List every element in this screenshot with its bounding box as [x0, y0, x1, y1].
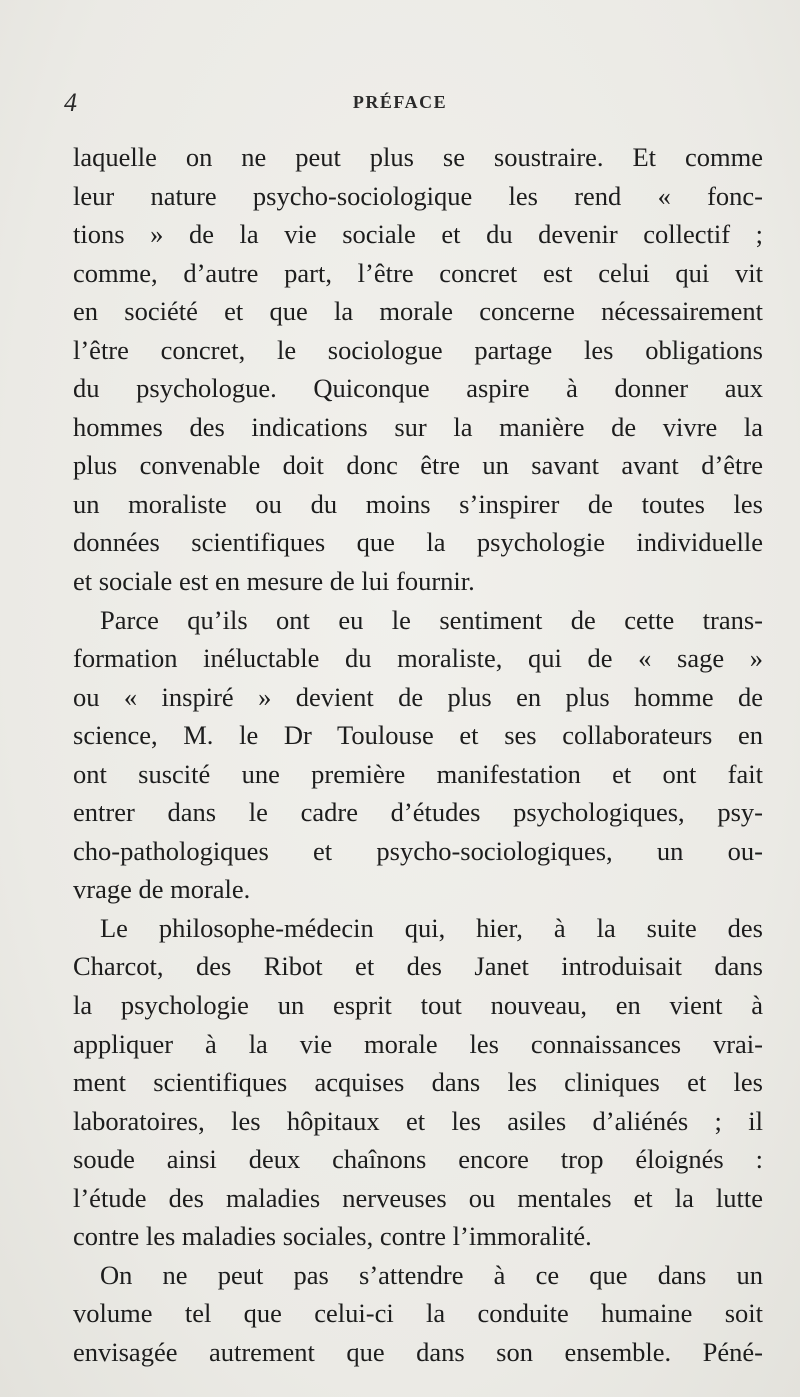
text-line: données scientifiques que la psychologie individuelle — [73, 527, 763, 558]
running-title: PRÉFACE — [352, 92, 448, 112]
text-line: contre les maladies sociales, contre l’immoralité. — [73, 1221, 592, 1252]
text-line: leur nature psycho-sociologique les rend « fonc- — [73, 180, 763, 211]
text-line: plus convenable doit donc être un savant avant d’être — [73, 450, 763, 481]
text-line: en société et que la morale concerne nécessairement — [73, 296, 763, 327]
text-line: la psychologie un esprit tout nouveau, en vient à — [73, 990, 763, 1021]
text-line: On ne peut pas s’attendre à ce que dans un — [100, 1259, 763, 1290]
text-line: tions » de la vie sociale et du devenir collectif ; — [73, 219, 763, 250]
text-line: ment scientifiques acquises dans les cliniques et les — [73, 1067, 763, 1098]
text-line: cho-pathologiques et psycho-sociologiques, un ou- — [73, 835, 763, 866]
text-line: appliquer à la vie morale les connaissances vrai- — [73, 1028, 763, 1059]
text-line: et sociale est en mesure de lui fournir. — [73, 566, 475, 597]
running-head — [0, 88, 800, 118]
text-line: Le philosophe-médecin qui, hier, à la suite des — [100, 912, 763, 943]
text-line: envisagée autrement que dans son ensemble. Péné- — [73, 1336, 763, 1367]
text-line: l’étude des maladies nerveuses ou mentales et la lutte — [73, 1182, 763, 1213]
text-line: volume tel que celui-ci la conduite humaine soit — [73, 1298, 763, 1329]
text-line: Charcot, des Ribot et des Janet introduisait dans — [73, 951, 763, 982]
text-line: un moraliste ou du moins s’inspirer de toutes les — [73, 488, 763, 519]
text-line: formation inéluctable du moraliste, qui de « sage » — [73, 643, 763, 674]
body-text — [73, 138, 763, 1372]
text-line: laboratoires, les hôpitaux et les asiles d’aliénés ; il — [73, 1105, 763, 1136]
text-line: hommes des indications sur la manière de vivre la — [73, 411, 763, 442]
text-line: du psychologue. Quiconque aspire à donner aux — [73, 373, 763, 404]
text-line: Parce qu’ils ont eu le sentiment de cette trans- — [100, 604, 763, 635]
text-line: soude ainsi deux chaînons encore trop éloignés : — [73, 1144, 763, 1175]
text-line: l’être concret, le sociologue partage les obligations — [73, 334, 763, 365]
page-number: 4 — [64, 88, 77, 117]
text-line: ou « inspiré » devient de plus en plus homme de — [73, 681, 763, 712]
text-line: science, M. le Dr Toulouse et ses collaborateurs en — [73, 720, 763, 751]
text-line: ont suscité une première manifestation et ont fait — [73, 758, 763, 789]
text-line: comme, d’autre part, l’être concret est celui qui vit — [73, 257, 763, 288]
text-line: laquelle on ne peut plus se soustraire. Et comme — [73, 142, 763, 172]
text-line: entrer dans le cadre d’études psychologiques, psy- — [73, 797, 763, 828]
text-line: vrage de morale. — [73, 874, 251, 905]
